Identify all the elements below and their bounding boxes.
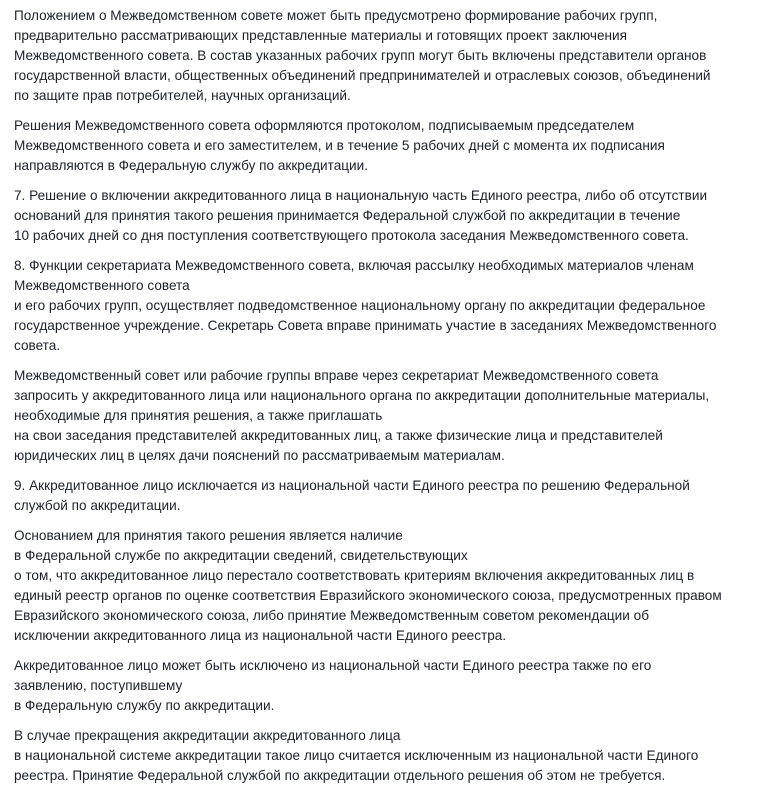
paragraph-item-8 xyxy=(14,256,754,356)
paragraph-additional-materials xyxy=(14,366,754,466)
text-line: совета. xyxy=(14,338,61,353)
text-line: государственной власти, общественных объединений предпринимателей и отраслевых союзов, объединений xyxy=(14,68,711,83)
text-line: исключении аккредитованного лица из национальной части Единого реестра. xyxy=(14,628,507,643)
paragraph-exclusion-by-request xyxy=(14,656,754,716)
text-line: о том, что аккредитованное лицо перестало соответствовать критериям включения аккредитованных лиц в xyxy=(14,568,695,583)
text-line: Межведомственный совет или рабочие группы вправе через секретариат Межведомственного совета xyxy=(14,368,659,383)
text-line: Основанием для принятия такого решения является наличие xyxy=(14,528,403,543)
text-line: предварительно рассматривающих представленные материалы и готовящих проект заключения xyxy=(14,28,627,43)
paragraph-exclusion-grounds xyxy=(14,526,754,646)
text-line: службой по аккредитации. xyxy=(14,498,181,513)
paragraph-working-groups xyxy=(14,6,754,106)
text-line: на свои заседания представителей аккредитованных лиц, а также физические лица и представителей xyxy=(14,428,663,443)
text-line: в Федеральной службе по аккредитации сведений, свидетельствующих xyxy=(14,548,468,563)
paragraph-accreditation-termination xyxy=(14,726,754,786)
paragraph-council-decisions xyxy=(14,116,754,176)
text-line: единый реестр органов по оценке соответствия Евразийского экономического союза, предусмотренных правом xyxy=(14,588,722,603)
text-line: Положением о Межведомственном совете может быть предусмотрено формирование рабочих групп, xyxy=(14,8,658,23)
text-line: Межведомственного совета. В состав указанных рабочих групп могут быть включены представители органов xyxy=(14,48,707,63)
text-line: Аккредитованное лицо может быть исключено из национальной части Единого реестра также по его xyxy=(14,658,652,673)
text-line: по защите прав потребителей, научных организаций. xyxy=(14,88,351,103)
text-line: 9. Аккредитованное лицо исключается из национальной части Единого реестра по решению Федеральной xyxy=(14,478,690,493)
text-line: направляются в Федеральную службу по аккредитации. xyxy=(14,158,369,173)
text-line: и его рабочих групп, осуществляет подведомственное национальному органу по аккредитации федеральное xyxy=(14,298,706,313)
text-line: государственное учреждение. Секретарь Совета вправе принимать участие в заседаниях Межведомственного xyxy=(14,318,717,333)
text-line: 10 рабочих дней со дня поступления соответствующего протокола заседания Межведомственного совета. xyxy=(14,228,689,243)
text-line: заявлению, поступившему xyxy=(14,678,183,693)
text-line: 8. Функции секретариата Межведомственного совета, включая рассылку необходимых материалов членам xyxy=(14,258,694,273)
text-line: 7. Решение о включении аккредитованного лица в национальную часть Единого реестра, либо об отсутствии xyxy=(14,188,708,203)
text-line: Межведомственного совета xyxy=(14,278,190,293)
text-line: запросить у аккредитованного лица или национального органа по аккредитации дополнительные материалы, xyxy=(14,388,710,403)
text-line: Евразийского экономического союза, либо принятие Межведомственным советом рекомендации об xyxy=(14,608,649,623)
text-line: В случае прекращения аккредитации аккредитованного лица xyxy=(14,728,401,743)
text-line: реестра. Принятие Федеральной службой по аккредитации отдельного решения об этом не требуется. xyxy=(14,768,666,783)
text-line: Межведомственного совета и его заместителем, и в течение 5 рабочих дней с момента их подписания xyxy=(14,138,665,153)
paragraph-item-7 xyxy=(14,186,754,246)
text-line: оснований для принятия такого решения принимается Федеральной службой по аккредитации в течение xyxy=(14,208,681,223)
text-line: в Федеральную службу по аккредитации. xyxy=(14,698,275,713)
text-line: необходимые для принятия решения, а также приглашать xyxy=(14,408,383,423)
text-line: Решения Межведомственного совета оформляются протоколом, подписываемым председателем xyxy=(14,118,635,133)
text-line: в национальной системе аккредитации такое лицо считается исключенным из национальной части Единого xyxy=(14,748,699,763)
paragraph-item-9 xyxy=(14,476,754,516)
text-line: юридических лиц в целях дачи пояснений по рассматриваемым материалам. xyxy=(14,448,505,463)
